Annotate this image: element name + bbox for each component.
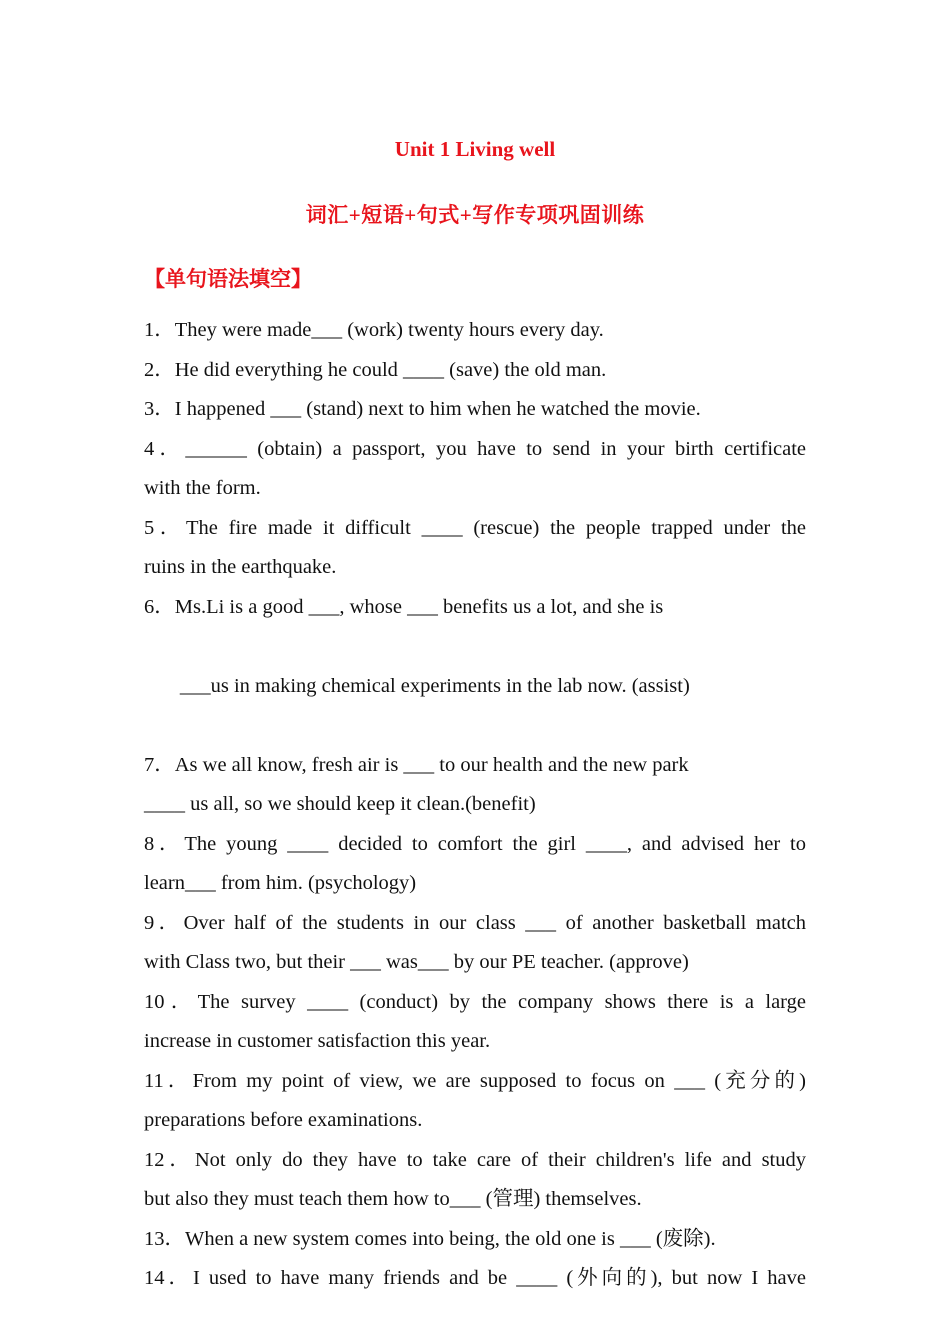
question-text: The survey ____ (conduct) by the company shows there is a large [197,990,806,1013]
question-number: 1． [144,319,175,341]
question-continuation [144,1180,806,1220]
question-number: 5． [144,516,187,539]
question-item [144,904,806,944]
question-item [144,430,806,470]
question-text: ___us in making chemical experiments in the lab now. (assist) [174,674,690,697]
question-item [144,311,806,351]
question-continuation [144,1101,806,1141]
question-text: When a new system comes into being, the old one is ___ (废除). [185,1227,716,1250]
question-text: Not only do they have to take care of their children's life and study [194,1148,806,1171]
question-text: They were made___ (work) twenty hours every day. [174,319,604,341]
question-text: with the form. [144,477,261,499]
question-number: 14． [144,1267,193,1289]
question-text: learn___ from him. (psychology) [144,872,417,894]
section-heading: 【单句语法填空】 [144,267,312,291]
question-list [144,311,806,1299]
question-text: I used to have many friends and be ____ (外向的), but now I have [192,1267,806,1289]
question-number: 3． [144,398,175,420]
question-text: As we all know, fresh air is ___ to our health and the new park [174,753,689,776]
question-text: Ms.Li is a good ___, whose ___ benefits us a lot, and she is [174,595,664,618]
question-text: increase in customer satisfaction this year. [144,1030,491,1052]
question-continuation [144,548,806,588]
question-text: The young ____ decided to comfort the girl ____, and advised her to [184,832,807,855]
document-subtitle: 词汇+短语+句式+写作专项巩固训练 [305,203,645,227]
question-number: 6． [144,595,175,618]
question-continuation [144,785,806,825]
question-number: 12． [144,1148,195,1171]
question-item [144,588,806,628]
question-text: Over half of the students in our class ___ of another basketball match [183,911,806,934]
question-item [144,1220,806,1260]
question-item [144,351,806,391]
document-title: Unit 1 Living well [394,137,556,161]
question-item [144,390,806,430]
question-number: 11． [144,1069,193,1092]
question-text: ______ (obtain) a passport, you have to send in your birth certificate [185,437,807,460]
question-text: He did everything he could ____ (save) the old man. [174,358,607,381]
question-number: 9． [144,911,184,934]
question-text: The fire made it difficult ____ (rescue) the people trapped under the [186,516,806,539]
question-item [144,825,806,865]
question-continuation [144,943,806,983]
question-number: 8． [144,832,185,855]
question-text: but also they must teach them how to___ (管理) themselves. [144,1188,642,1210]
question-number: 7． [144,753,175,776]
question-item [144,1259,806,1299]
question-continuation [144,469,806,509]
question-continuation [144,864,806,904]
question-text: From my point of view, we are supposed to focus on ___ (充分的) [192,1069,806,1092]
question-text: with Class two, but their ___ was___ by our PE teacher. (approve) [144,951,689,973]
question-text: I happened ___ (stand) next to him when he watched the movie. [174,398,701,420]
question-number: 4． [144,437,186,460]
question-text: ____ us all, so we should keep it clean.(benefit) [144,793,536,815]
question-number: 13． [144,1227,185,1250]
question-item [144,509,806,549]
question-number: 10． [144,990,198,1013]
question-item [144,1141,806,1181]
question-text: ruins in the earthquake. [144,556,337,578]
question-continuation [144,1022,806,1062]
question-item [144,1062,806,1102]
question-number: 2． [144,358,175,381]
question-item [144,983,806,1023]
question-item [144,746,806,786]
question-text: preparations before examinations. [144,1109,423,1131]
question-continuation [144,627,806,746]
